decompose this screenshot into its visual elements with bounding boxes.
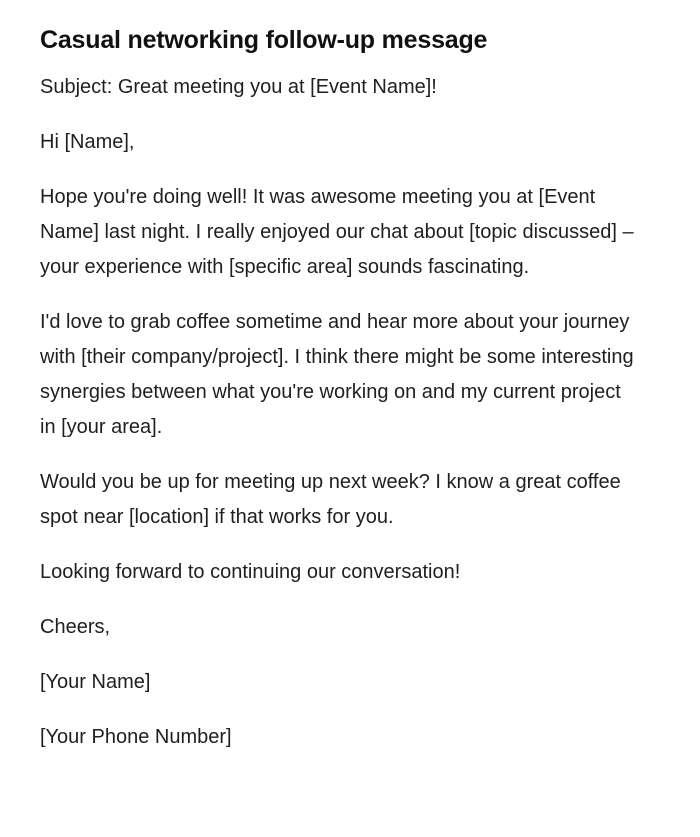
email-body-paragraph-1: Hope you're doing well! It was awesome meeting you at [Event Name] last night. I really enjoyed our chat about [topic discussed] – your experience with [specific area] sounds fascinating. — [40, 186, 634, 278]
email-body-paragraph-4: Looking forward to continuing our conversation! — [40, 561, 461, 583]
email-body-paragraph-2: I'd love to grab coffee sometime and hear more about your journey with [their company/project]. I think there might be some interesting synergies between what you're working on and my current project in [your area]. — [40, 311, 634, 438]
email-greeting: Hi [Name], — [40, 131, 135, 153]
document-title: Casual networking follow-up message — [40, 26, 488, 54]
email-signature-name: [Your Name] — [40, 671, 151, 693]
email-subject-line: Subject: Great meeting you at [Event Name]! — [40, 76, 437, 98]
email-closing: Cheers, — [40, 616, 111, 638]
email-body-paragraph-3: Would you be up for meeting up next week? I know a great coffee spot near [location] if that works for you. — [40, 471, 621, 528]
email-signature-phone: [Your Phone Number] — [40, 726, 232, 748]
